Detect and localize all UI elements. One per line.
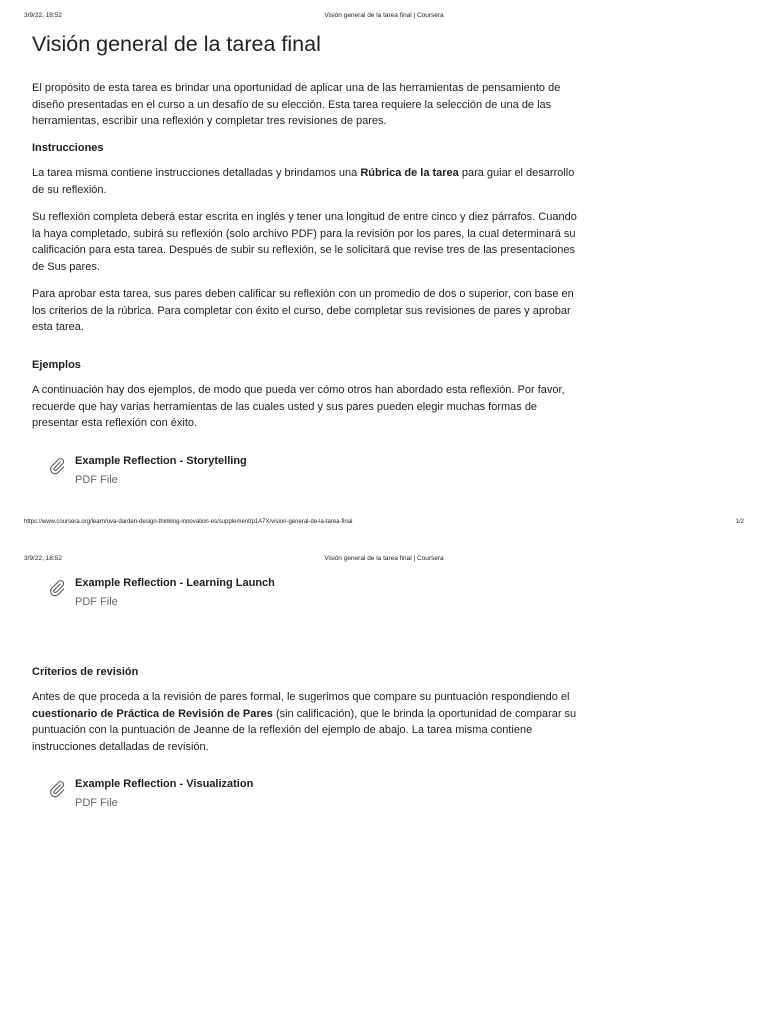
attachment-storytelling[interactable] xyxy=(48,455,448,491)
rubric-bold-text: Rúbrica de la tarea xyxy=(360,167,459,179)
print-date: 3/9/22, 18:52 xyxy=(24,12,62,19)
instructions-heading: Instrucciones xyxy=(32,142,104,154)
attachment-name[interactable]: Example Reflection - Storytelling xyxy=(75,455,247,467)
attachment-type: PDF File xyxy=(75,596,118,608)
attachment-name[interactable]: Example Reflection - Learning Launch xyxy=(75,577,275,589)
print-date: 3/9/22, 18:52 xyxy=(24,555,62,562)
intro-paragraph: El propósito de esta tarea es brindar una oportunidad de aplicar una de las herramientas de pensamiento de diseño presentadas en el curso a un desafío de su elección. Esta tarea requiere la selección de una de las herramientas, escribir una reflexión y completar tres revisiones de pares. xyxy=(32,82,561,127)
paperclip-icon xyxy=(48,579,66,597)
print-header-page-2 xyxy=(24,555,744,567)
instructions-paragraph-2: Su reflexión completa deberá estar escrita en inglés y tener una longitud de entre cinco y diez párrafos. Cuando la haya completado, subirá su reflexión (solo archivo PDF) para la revisión por los pares, la cual determinará su calificación para esta tarea. Después de subir su reflexión, se le solicitará que revise tres de las presentaciones de Sus pares. xyxy=(32,211,577,273)
page-title: Visión general de la tarea final xyxy=(32,32,321,56)
print-url: https://www.coursera.org/learn/uva-darden-design-thinking-innovation-es/supplement/p1A7X/vision-general-de-la-tarea-final xyxy=(24,519,353,525)
examples-heading: Ejemplos xyxy=(32,359,81,371)
print-title: Visión general de la tarea final | Coursera xyxy=(324,555,444,562)
instructions-paragraph-3: Para aprobar esta tarea, sus pares deben calificar su reflexión con un promedio de dos o superior, con base en los criterios de la rúbrica. Para completar con éxito el curso, debe completar sus revisiones de pares y aprobar esta tarea. xyxy=(32,288,574,333)
paperclip-icon xyxy=(48,780,66,798)
instructions-paragraph-1: La tarea misma contiene instrucciones detalladas y brindamos una Rúbrica de la tarea para guiar el desarrollo de su reflexión. xyxy=(32,167,575,196)
attachment-learning-launch[interactable] xyxy=(48,577,448,613)
criteria-heading: Criterios de revisión xyxy=(32,666,139,678)
print-header xyxy=(24,12,744,24)
attachment-name[interactable]: Example Reflection - Visualization xyxy=(75,778,254,790)
attachment-visualization[interactable] xyxy=(48,778,448,814)
page-number: 1/2 xyxy=(735,519,744,525)
attachment-type: PDF File xyxy=(75,474,118,486)
print-footer xyxy=(24,519,744,529)
print-title: Visión general de la tarea final | Coursera xyxy=(324,12,444,19)
criteria-paragraph: Antes de que proceda a la revisión de pares formal, le sugerimos que compare su puntuación respondiendo el cuestionario de Práctica de Revisión de Pares (sin calificación), que le brinda la oportunidad de comparar su puntuación con la puntuación de Jeanne de la reflexión del ejemplo de abajo. La tarea misma contiene instrucciones detalladas de revisión. xyxy=(32,691,577,753)
examples-paragraph: A continuación hay dos ejemplos, de modo que pueda ver cómo otros han abordado esta reflexión. Por favor, recuerde que hay varias herramientas de las cuales usted y sus pares pueden elegir muchas formas de presentar esta reflexión con éxito. xyxy=(32,384,565,429)
quiz-bold-text: cuestionario de Práctica de Revisión de Pares xyxy=(32,707,273,720)
attachment-type: PDF File xyxy=(75,797,118,809)
paperclip-icon xyxy=(48,457,66,475)
